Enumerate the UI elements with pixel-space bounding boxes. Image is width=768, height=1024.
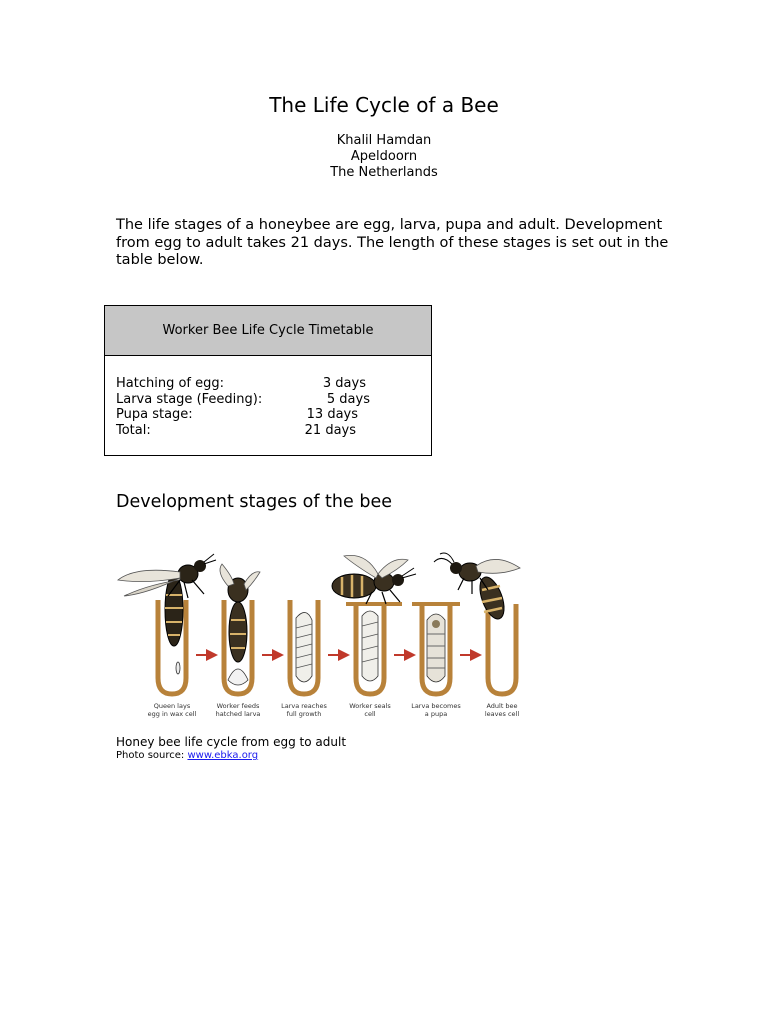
timetable-row-value: 5 days xyxy=(326,391,370,407)
queen-bee-icon xyxy=(118,554,216,646)
author-country: The Netherlands xyxy=(330,165,438,180)
timetable-row-value: 13 days xyxy=(306,407,358,422)
stage-label: Adult bee xyxy=(486,702,518,710)
timetable-row-value: 21 days xyxy=(304,422,356,438)
timetable-row xyxy=(116,423,370,439)
bee-development-illustration xyxy=(116,550,526,722)
timetable-row-value: 3 days xyxy=(322,376,366,391)
timetable-rows xyxy=(116,376,370,438)
photo-source-label: Photo source: xyxy=(116,750,188,761)
author-name: Khalil Hamdan xyxy=(336,133,432,148)
page-title: The Life Cycle of a Bee xyxy=(269,93,499,117)
stage-label: full growth xyxy=(286,710,322,718)
stage-label: Worker seals xyxy=(349,702,391,710)
timetable-row xyxy=(116,392,370,408)
photo-source-link[interactable]: www.ebka.org xyxy=(187,750,259,761)
adult-bee-icon xyxy=(434,553,520,622)
timetable-row-label: Hatching of egg: xyxy=(116,376,225,391)
stage-label: leaves cell xyxy=(484,710,520,718)
timetable-row-label: Pupa stage: xyxy=(116,407,193,422)
timetable-row-label: Larva stage (Feeding): xyxy=(116,391,263,407)
timetable-header: Worker Bee Life Cycle Timetable xyxy=(105,306,431,356)
stage-label: a pupa xyxy=(424,710,448,718)
cell-3-larva xyxy=(290,600,318,694)
cell-2-feeding xyxy=(220,564,260,694)
stage-labels xyxy=(148,702,520,718)
intro-paragraph: The life stages of a honeybee are egg, larva, pupa and adult. Development from egg to adult takes 21 days. The length of these stages is set out in the table below. xyxy=(116,217,669,268)
author-city: Apeldoorn xyxy=(350,149,418,164)
timetable-row xyxy=(116,407,370,423)
stage-label: Larva reaches xyxy=(281,702,327,710)
stage-label: Queen lays xyxy=(153,702,191,710)
timetable-row-label: Total: xyxy=(116,422,151,438)
photo-source xyxy=(116,750,258,762)
stage-label: Larva becomes xyxy=(411,702,461,710)
timetable-row xyxy=(116,376,370,392)
author-block xyxy=(0,133,768,181)
stage-label: cell xyxy=(364,710,376,718)
cell-5-pupa xyxy=(412,604,460,694)
stage-label: hatched larva xyxy=(215,710,261,718)
figure-caption: Honey bee life cycle from egg to adult xyxy=(116,735,347,749)
stage-label: Worker feeds xyxy=(216,702,260,710)
life-cycle-timetable xyxy=(104,305,432,456)
section-heading: Development stages of the bee xyxy=(116,492,392,512)
cell-4-sealed xyxy=(346,604,402,694)
worker-bee-icon xyxy=(332,555,416,604)
stage-label: egg in wax cell xyxy=(147,710,197,718)
